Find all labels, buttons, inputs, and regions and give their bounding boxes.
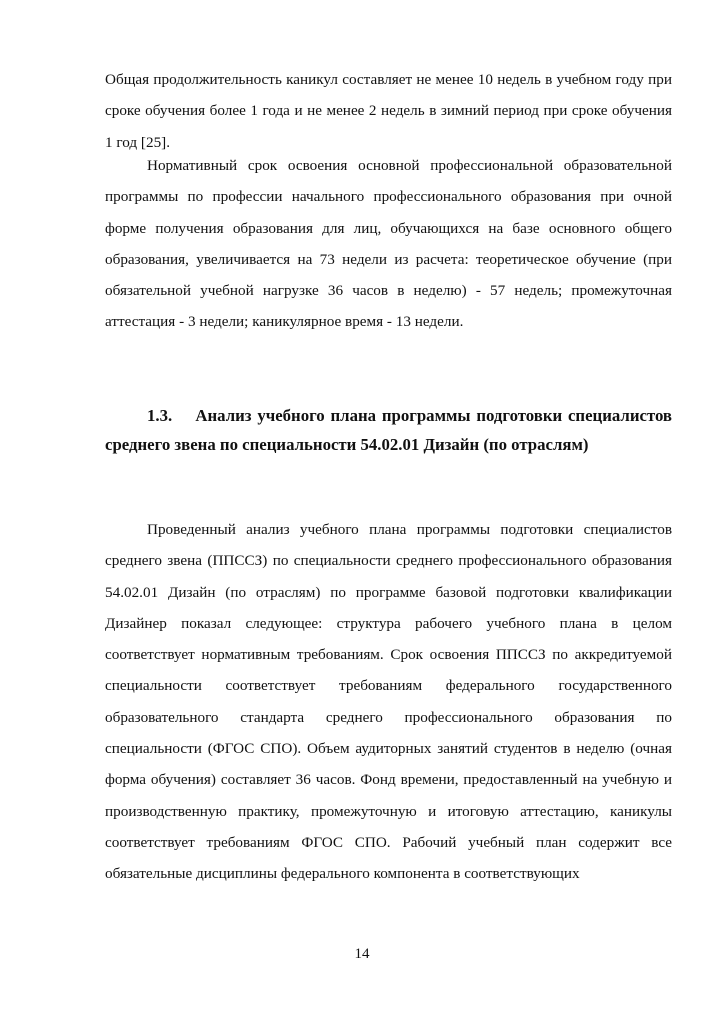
paragraph-normative-term: Нормативный срок освоения основной профессиональной образовательной программы по профессии начального профессионального образования при очной форме получения образования для лиц, обучающихся на базе основного общего образования, увеличивается на 73 недели из расчета: теоретическое обучение (при обязательной учебной нагрузке 36 часов в неделю) - 57 недель; промежуточная аттестация - 3 недели; каникулярное время - 13 недели. xyxy=(105,157,672,331)
section-number: 1.3. xyxy=(147,406,173,425)
paragraph-vacation-duration: Общая продолжительность каникул составляет не менее 10 недель в учебном году при сроке обучения более 1 года и не менее 2 недель в зимний период при сроке обучения 1 год [25]. xyxy=(105,71,672,151)
section-heading xyxy=(105,402,672,459)
paragraph-curriculum-analysis: Проведенный анализ учебного плана программы подготовки специалистов среднего звена (ППССЗ) по специальности среднего профессионального образования 54.02.01 Дизайн (по отраслям) по программе базовой подготовки квалификации Дизайнер показал следующее: структура рабочего учебного плана в целом соответствует нормативным требованиям. Срок освоения ППССЗ по аккредитуемой специальности соответствует требованиям федерального государственного образовательного стандарта среднего профессионального образования по специальности (ФГОС СПО). Объем аудиторных занятий студентов в неделю (очная форма обучения) составляет 36 часов. Фонд времени, предоставленный на учебную и производственную практику, промежуточную и итоговую аттестацию, каникулы соответствует требованиям ФГОС СПО. Рабочий учебный план содержит все обязательные дисциплины федерального компонента в соответствующих xyxy=(105,521,672,883)
page-number: 14 xyxy=(354,946,370,962)
section-title: Анализ учебного плана программы подготовки специалистов среднего звена по специальности 54.02.01 Дизайн (по отраслям) xyxy=(105,406,672,454)
